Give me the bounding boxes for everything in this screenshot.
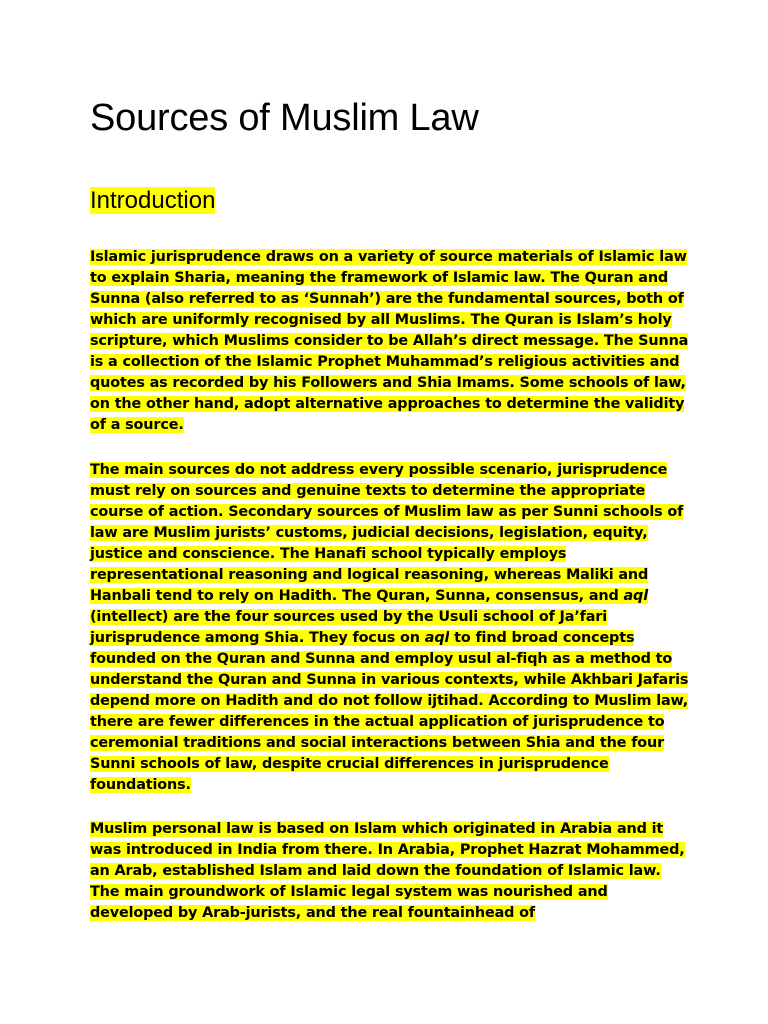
section-heading-text: Introduction — [90, 187, 216, 214]
section-heading — [90, 184, 215, 218]
paragraph-2-text-c: to find broad concepts founded on the Quran and Sunna and employ usul al-fiqh as a method to understand the Quran and Sunna in various contexts, while Akhbari Jafaris depend more on Hadith and do not follow ijtihad. According to Muslim law, there are fewer differences in the actual application of jurisprudence to ceremonial traditions and social interactions between Shia and the four Sunni schools of law, despite crucial differences in jurisprudence foundations. — [90, 630, 689, 793]
paragraph-1-text: Islamic jurisprudence draws on a variety of source materials of Islamic law to explain Sharia, meaning the framework of Islamic law. The Quran and Sunna (also referred to as ‘Sunnah’) are the fundamental sources, both of which are uniformly recognised by all Muslims. The Quran is Islam’s holy scripture, which Muslims consider to be Allah’s direct message. The Sunna is a collection of the Islamic Prophet Muhammad’s religious activities and quotes as recorded by his Followers and Shia Imams. Some schools of law, on the other hand, adopt alternative approaches to determine the validity of a source. — [90, 249, 689, 433]
paragraph-2 — [90, 460, 690, 796]
paragraph-2-italic-aql-1: aql — [623, 588, 648, 604]
paragraph-2-text-a: The main sources do not address every possible scenario, jurisprudence must rely on sources and genuine texts to determine the appropriate course of action. Secondary sources of Muslim law as per Sunni schools of law are Muslim jurists’ customs, judicial decisions, legislation, equity, justice and conscience. The Hanafi school typically employs representational reasoning and logical reasoning, whereas Maliki and Hanbali tend to rely on Hadith. The Quran, Sunna, consensus, and — [90, 462, 684, 604]
page-title: Sources of Muslim Law — [90, 97, 479, 139]
paragraph-3 — [90, 819, 690, 924]
paragraph-1 — [90, 247, 690, 436]
paragraph-3-text: Muslim personal law is based on Islam which originated in Arabia and it was introduced in India from there. In Arabia, Prophet Hazrat Mohammed, an Arab, established Islam and laid down the foundation of Islamic law. The main groundwork of Islamic legal system was nourished and developed by Arab-jurists, and the real fountainhead of — [90, 821, 685, 921]
paragraph-2-text-b: (intellect) are the four sources used by the Usuli school of Ja’fari jurisprudence among Shia. They focus on — [90, 609, 608, 646]
paragraph-2-italic-aql-2: aql — [424, 630, 450, 646]
